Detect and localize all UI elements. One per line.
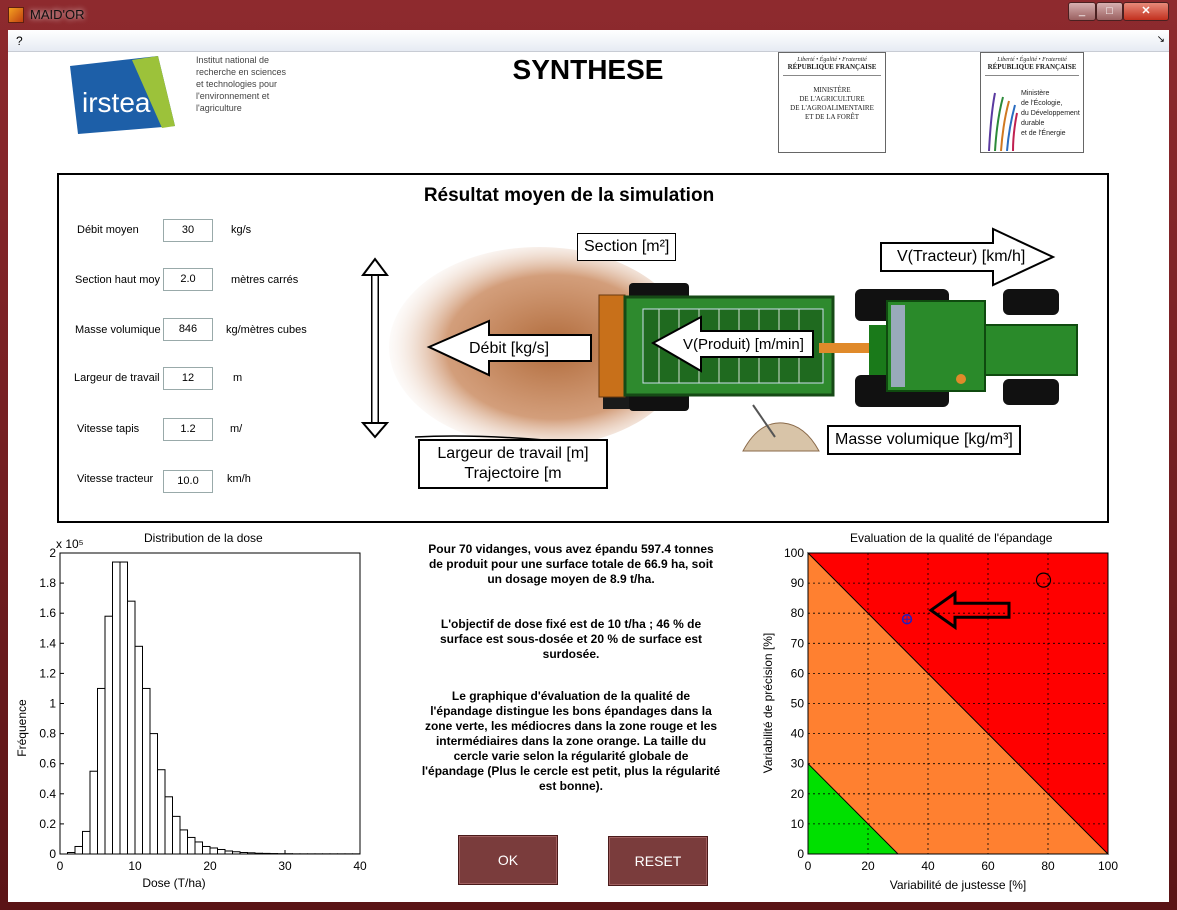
window-title: MAID'OR	[30, 7, 85, 22]
result-title: Résultat moyen de la simulation	[423, 185, 715, 206]
ministry-line: DE L'AGRICULTURE	[799, 95, 865, 103]
param-label-section: Section haut moy	[75, 274, 160, 286]
manure-heap-icon	[743, 405, 819, 451]
histogram-ytick-label: 0.8	[39, 726, 56, 741]
param-field-tapis[interactable]: 1.2	[163, 418, 213, 441]
quality-chart	[748, 522, 1158, 902]
param-unit-debit: kg/s	[231, 224, 252, 236]
working-width-label	[418, 439, 608, 489]
param-label-tapis: Vitesse tapis	[77, 423, 140, 435]
irstea-line: l'environnement et	[196, 91, 270, 101]
page-title: SYNTHESE	[512, 54, 664, 85]
histogram-bar	[128, 601, 136, 854]
republic-name: RÉPUBLIQUE FRANÇAISE	[985, 63, 1079, 76]
simulation-result-panel	[57, 173, 1109, 523]
quality-ytick-label: 20	[790, 786, 804, 801]
tractor-speed-label: V(Tracteur) [km/h]	[897, 248, 1026, 265]
histogram-bar	[173, 816, 181, 854]
quality-ytick-label: 90	[790, 576, 804, 591]
minimize-button[interactable]: _	[1068, 2, 1096, 21]
republic-motto: Liberté • Égalité • Fraternité	[797, 57, 867, 63]
param-field-tracteur[interactable]: 10.0	[163, 470, 213, 493]
quality-ytick-label: 70	[790, 636, 804, 651]
histogram-multiplier: x 10⁵	[56, 537, 84, 551]
summary-text	[421, 542, 721, 809]
irstea-description	[196, 54, 306, 114]
histogram-ylabel: Fréquence	[15, 699, 29, 757]
quality-ylabel: Variabilité de précision [%]	[761, 632, 775, 774]
matlab-app-icon	[8, 7, 24, 23]
quality-ytick-label: 10	[790, 816, 804, 831]
quality-xtick-label: 40	[921, 859, 935, 873]
quality-xtick-label: 100	[1097, 859, 1119, 873]
param-unit-masse: kg/mètres cubes	[226, 324, 307, 336]
quality-ytick-label: 40	[790, 726, 804, 741]
ok-button[interactable]: OK	[458, 835, 558, 885]
histogram-bar	[158, 770, 166, 854]
histogram-bar	[218, 849, 226, 854]
param-label-debit: Débit moyen	[77, 224, 139, 236]
histogram-bar	[165, 797, 173, 854]
tractor	[855, 289, 1077, 407]
histogram-ytick-label: 2	[49, 546, 56, 560]
ministry-line: MINISTÈRE	[813, 86, 851, 94]
product-speed-label: V(Produit) [m/min]	[683, 336, 804, 353]
param-label-largeur: Largeur de travail	[74, 372, 160, 384]
irstea-line: et technologies pour	[196, 79, 278, 89]
irstea-line: recherche en sciences	[196, 67, 287, 77]
quality-chart-title: Evaluation de la qualité de l'épandage	[850, 531, 1053, 545]
quality-xtick-label: 80	[1041, 859, 1055, 873]
working-width-text: Largeur de travail [m]	[437, 445, 589, 462]
histogram-xtick-label: 0	[56, 859, 64, 873]
quality-ytick-label: 80	[790, 606, 804, 621]
quality-xlabel: Variabilité de justesse [%]	[889, 878, 1027, 892]
histogram-bar	[105, 616, 113, 854]
param-field-section[interactable]: 2.0	[163, 268, 213, 291]
title-bar[interactable]	[0, 0, 1177, 30]
histogram-bar	[210, 848, 218, 854]
ministry-line: Ministère	[1021, 90, 1050, 97]
param-field-masse[interactable]: 846	[163, 318, 213, 341]
histogram-ytick-label: 1	[49, 696, 56, 711]
param-field-largeur[interactable]: 12	[163, 367, 213, 390]
debit-label: Débit [kg/s]	[469, 340, 550, 357]
histogram-xtick-label: 40	[353, 859, 367, 873]
histogram-bar	[188, 837, 196, 854]
ministry-ecology-logo	[980, 52, 1084, 153]
menu-help[interactable]: ?	[16, 34, 23, 48]
histogram-ytick-label: 0.4	[39, 786, 56, 801]
density-label: Masse volumique [kg/m³]	[827, 425, 1021, 455]
histogram-bar	[203, 846, 211, 854]
histogram-bar	[150, 734, 158, 854]
ministry-line: DE L'AGROALIMENTAIRE	[790, 104, 874, 112]
histogram-title: Distribution de la dose	[144, 531, 263, 545]
param-label-masse: Masse volumique	[75, 324, 161, 336]
quality-ytick-label: 0	[797, 847, 804, 861]
republic-motto: Liberté • Égalité • Fraternité	[997, 57, 1067, 63]
quality-ytick-label: 50	[790, 696, 804, 711]
histogram-bar	[180, 830, 188, 854]
summary-paragraph: Le graphique d'évaluation de la qualité de l'épandage distingue les bons épandages dans la zone verte, les médiocres dans la zone rouge et les intermédiaires dans la zone orange. La taille du cercle varie selon la régularité globale de l'épandage (Plus le cercle est petit, plus la régularité est bonne).	[421, 689, 721, 793]
reset-button[interactable]: RESET	[608, 836, 708, 886]
param-unit-largeur: m	[233, 372, 243, 384]
ministry-line: durable	[1021, 120, 1045, 127]
histogram-bar	[98, 688, 106, 854]
histogram-xlabel: Dose (T/ha)	[142, 876, 206, 890]
menu-bar	[8, 30, 1169, 52]
quality-ytick-label: 30	[790, 756, 804, 771]
irstea-line: Institut national de	[196, 55, 270, 65]
close-button[interactable]: ✕	[1123, 2, 1169, 21]
histogram-xtick-label: 10	[128, 859, 142, 873]
param-field-debit[interactable]: 30	[163, 219, 213, 242]
histogram-ytick-label: 1.4	[39, 636, 56, 651]
republic-name: RÉPUBLIQUE FRANÇAISE	[783, 63, 881, 76]
trajectory-text: Trajectoire [m	[464, 465, 562, 482]
working-width-arrow	[363, 259, 387, 437]
quality-xtick-label: 0	[804, 859, 812, 873]
summary-paragraph: L'objectif de dose fixé est de 10 t/ha ; 46 % de surface est sous-dosée et 20 % de surface est surdosée.	[439, 617, 703, 661]
histogram-xtick-label: 20	[203, 859, 217, 873]
histogram-bar	[90, 771, 98, 854]
histogram-ytick-label: 0.2	[39, 816, 56, 831]
figure-client-area	[8, 52, 1169, 902]
quality-ytick-label: 60	[790, 666, 804, 681]
irstea-logo-text: irstea	[82, 87, 151, 118]
dose-histogram	[8, 522, 378, 902]
param-label-tracteur: Vitesse tracteur	[77, 473, 154, 485]
ministry-line: ET DE LA FORÊT	[804, 113, 860, 121]
histogram-bar	[143, 688, 151, 854]
param-unit-section: mètres carrés	[231, 274, 299, 286]
histogram-bar	[83, 831, 91, 854]
quality-xtick-label: 60	[981, 859, 995, 873]
maximize-button[interactable]: □	[1096, 2, 1123, 21]
ministry-line: de l'Écologie,	[1021, 100, 1063, 107]
undock-icon[interactable]: ↘	[1156, 34, 1165, 45]
histogram-ytick-label: 1.2	[39, 666, 56, 681]
histogram-ytick-label: 0.6	[39, 756, 56, 771]
ecology-graphic-icon	[985, 83, 1019, 151]
summary-paragraph: Pour 70 vidanges, vous avez épandu 597.4 tonnes de produit pour une surface totale de 66.9 ha, soit un dosage moyen de 8.9 t/ha.	[428, 542, 714, 586]
histogram-xtick-label: 30	[278, 859, 292, 873]
histogram-bar	[113, 562, 121, 854]
histogram-ytick-label: 0	[49, 847, 56, 861]
param-unit-tracteur: km/h	[227, 473, 251, 485]
quality-ytick-label: 100	[783, 546, 804, 560]
histogram-ytick-label: 1.6	[39, 606, 56, 621]
ministry-agriculture-logo	[778, 52, 886, 153]
ministry-line: du Développement	[1021, 110, 1080, 117]
section-label: Section [m²]	[577, 233, 676, 261]
histogram-bar	[135, 646, 143, 854]
histogram-bar	[120, 562, 128, 854]
ministry-line: et de l'Énergie	[1021, 130, 1066, 137]
param-unit-tapis: m/	[230, 423, 243, 435]
histogram-ytick-label: 1.8	[39, 576, 56, 591]
irstea-line: l'agriculture	[196, 103, 242, 113]
histogram-bar	[75, 846, 83, 854]
quality-xtick-label: 20	[861, 859, 875, 873]
irstea-logo	[70, 56, 175, 134]
histogram-bar	[195, 842, 203, 854]
